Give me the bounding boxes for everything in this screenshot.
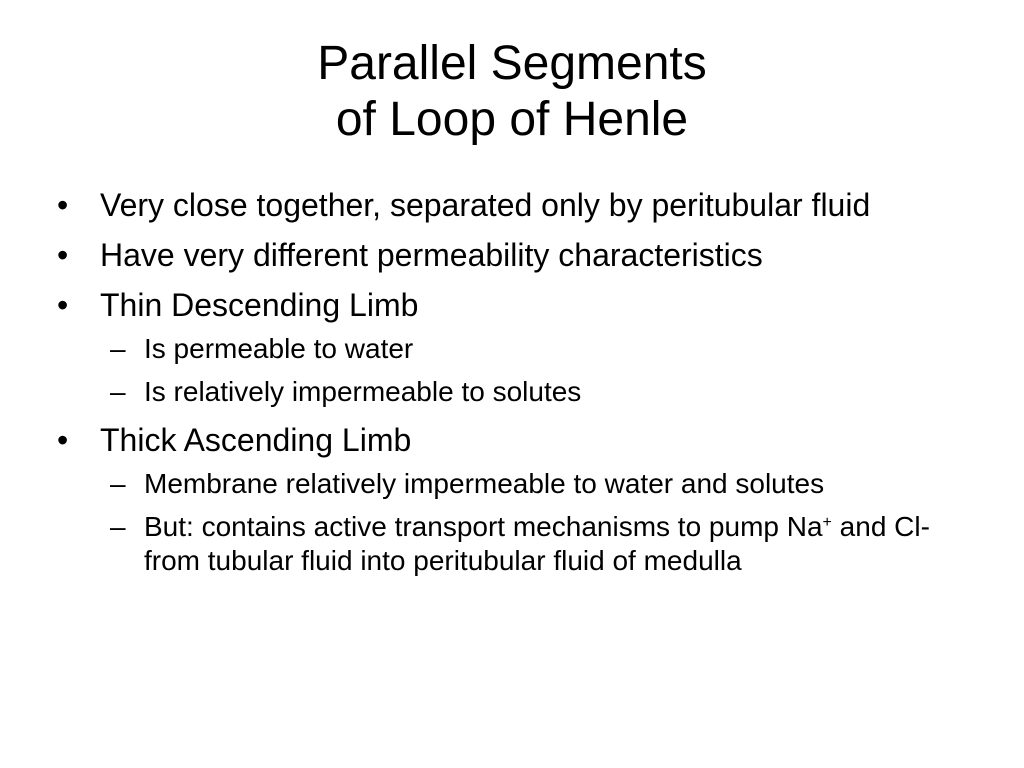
bullet-text: Thick Ascending Limb: [100, 422, 412, 458]
sub-bullet-item: [98, 375, 954, 409]
bullet-item: [54, 421, 954, 578]
sub-bullet-list: [98, 332, 954, 409]
sub-bullet-text-pre: But: contains active transport mechanisms to pump Na: [144, 511, 823, 542]
bullet-marker: •: [57, 237, 69, 273]
bullet-text: Thin Descending Limb: [100, 287, 419, 323]
sub-bullet-item: [98, 332, 954, 366]
bullet-marker: •: [57, 187, 69, 223]
title-line-1: Parallel Segments: [317, 37, 707, 90]
slide-title: [0, 36, 1024, 148]
bullet-marker: •: [57, 422, 69, 458]
bullet-item: [54, 286, 954, 409]
title-line-2: of Loop of Henle: [335, 93, 689, 146]
bullet-list: [54, 186, 954, 590]
sub-bullet-item: [98, 510, 954, 578]
sub-bullet-text: Is permeable to water: [144, 333, 414, 364]
dash-marker: –: [110, 468, 126, 499]
bullet-text: Have very different permeability characteristics: [100, 237, 763, 273]
sub-bullet-item: [98, 467, 954, 501]
sub-bullet-text: [144, 511, 930, 576]
bullet-item: [54, 236, 954, 274]
sub-bullet-text-post: and Cl- from tubular fluid into peritubular fluid of medulla: [144, 511, 930, 576]
bullet-item: [54, 186, 954, 224]
sub-bullet-list: [98, 467, 954, 578]
superscript-plus: +: [822, 514, 832, 531]
bullet-marker: •: [57, 287, 69, 323]
sub-bullet-text: Membrane relatively impermeable to water and solutes: [144, 468, 825, 499]
dash-marker: –: [110, 511, 126, 542]
sub-bullet-text: Is relatively impermeable to solutes: [144, 376, 582, 407]
dash-marker: –: [110, 376, 126, 407]
dash-marker: –: [110, 333, 126, 364]
bullet-text: Very close together, separated only by peritubular fluid: [100, 187, 871, 223]
